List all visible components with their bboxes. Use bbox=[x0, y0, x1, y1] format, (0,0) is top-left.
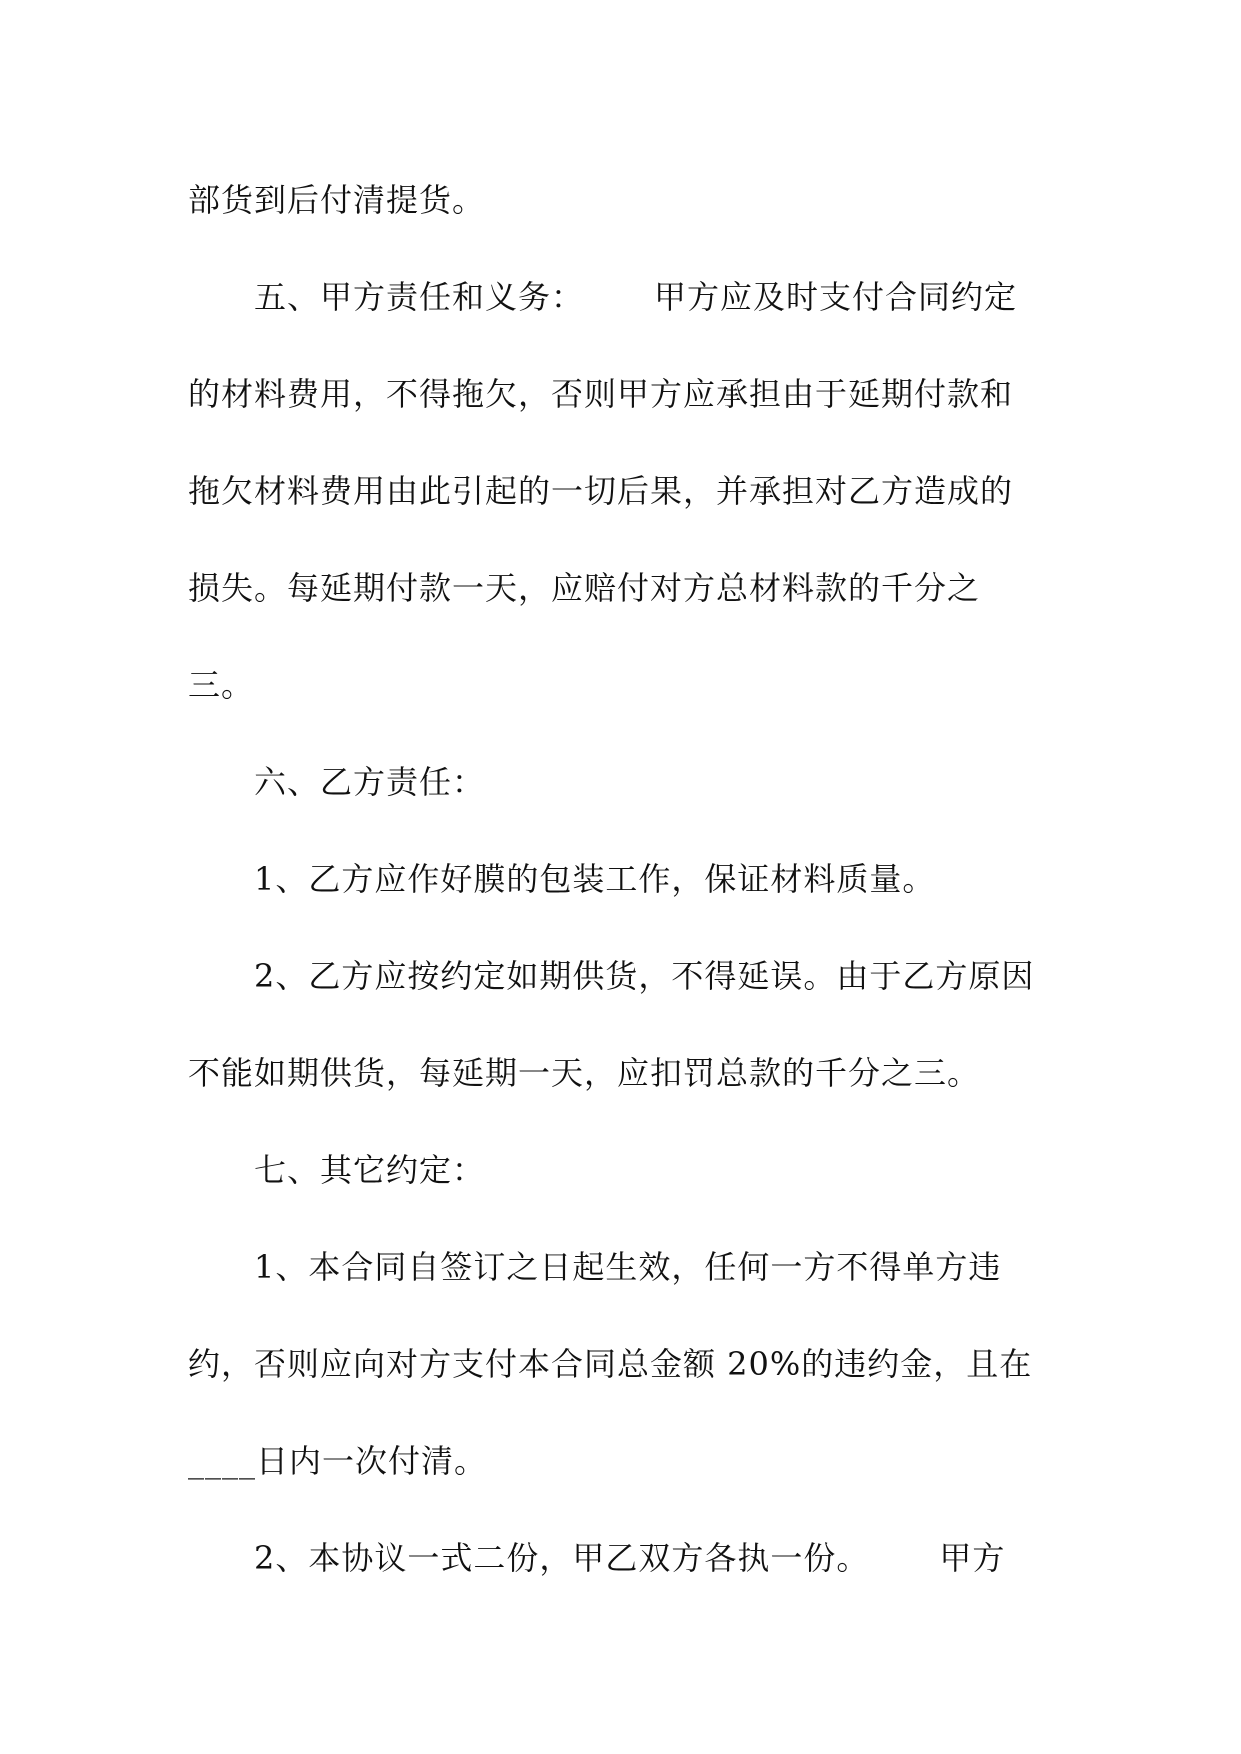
line-text: 部货到后付清提货。 bbox=[188, 181, 486, 219]
paragraph-line bbox=[188, 563, 1068, 613]
signature-label: 甲方 bbox=[939, 1539, 1006, 1577]
paragraph-line bbox=[254, 854, 1134, 904]
paragraph-line bbox=[188, 1048, 1068, 1098]
heading-text: 五、甲方责任和义务： bbox=[254, 278, 585, 316]
line-text: 不能如期供货，每延期一天，应扣罚总款的千分之三。 bbox=[188, 1054, 981, 1092]
line-text: 约，否则应向对方支付本合同总金额 20%的违约金，且在 bbox=[188, 1345, 1033, 1383]
line-text: 三。 bbox=[188, 666, 255, 704]
line-text: 2、乙方应按约定如期供货，不得延误。由于乙方原因 bbox=[254, 957, 1035, 995]
section-heading-5 bbox=[254, 272, 1134, 322]
paragraph-line bbox=[188, 369, 1068, 419]
paragraph-line bbox=[254, 1242, 1134, 1292]
paragraph-line bbox=[188, 660, 1068, 710]
line-text: 损失。每延期付款一天，应赔付对方总材料款的千分之 bbox=[188, 569, 981, 607]
line-text: 的材料费用，不得拖欠，否则甲方应承担由于延期付款和 bbox=[188, 375, 1014, 413]
line-text: 1、本合同自签订之日起生效，任何一方不得单方违 bbox=[254, 1248, 1002, 1286]
heading-text: 六、乙方责任： bbox=[254, 763, 486, 801]
paragraph-line bbox=[188, 1436, 1068, 1486]
paragraph-line bbox=[188, 175, 1068, 225]
paragraph-line bbox=[188, 1339, 1068, 1389]
section-heading-7 bbox=[254, 1145, 1134, 1195]
paragraph-line bbox=[254, 951, 1134, 1001]
line-text: 1、乙方应作好膜的包装工作，保证材料质量。 bbox=[254, 860, 936, 898]
heading-text: 七、其它约定： bbox=[254, 1151, 486, 1189]
line-text: ____日内一次付清。 bbox=[188, 1442, 488, 1480]
line-text: 甲方应及时支付合同约定 bbox=[654, 278, 1018, 316]
line-text: 2、本协议一式二份，甲乙双方各执一份。 bbox=[254, 1539, 870, 1577]
section-heading-6 bbox=[254, 757, 1134, 807]
paragraph-line bbox=[254, 1533, 1134, 1583]
paragraph-line bbox=[188, 466, 1068, 516]
line-text: 拖欠材料费用由此引起的一切后果，并承担对乙方造成的 bbox=[188, 472, 1014, 510]
